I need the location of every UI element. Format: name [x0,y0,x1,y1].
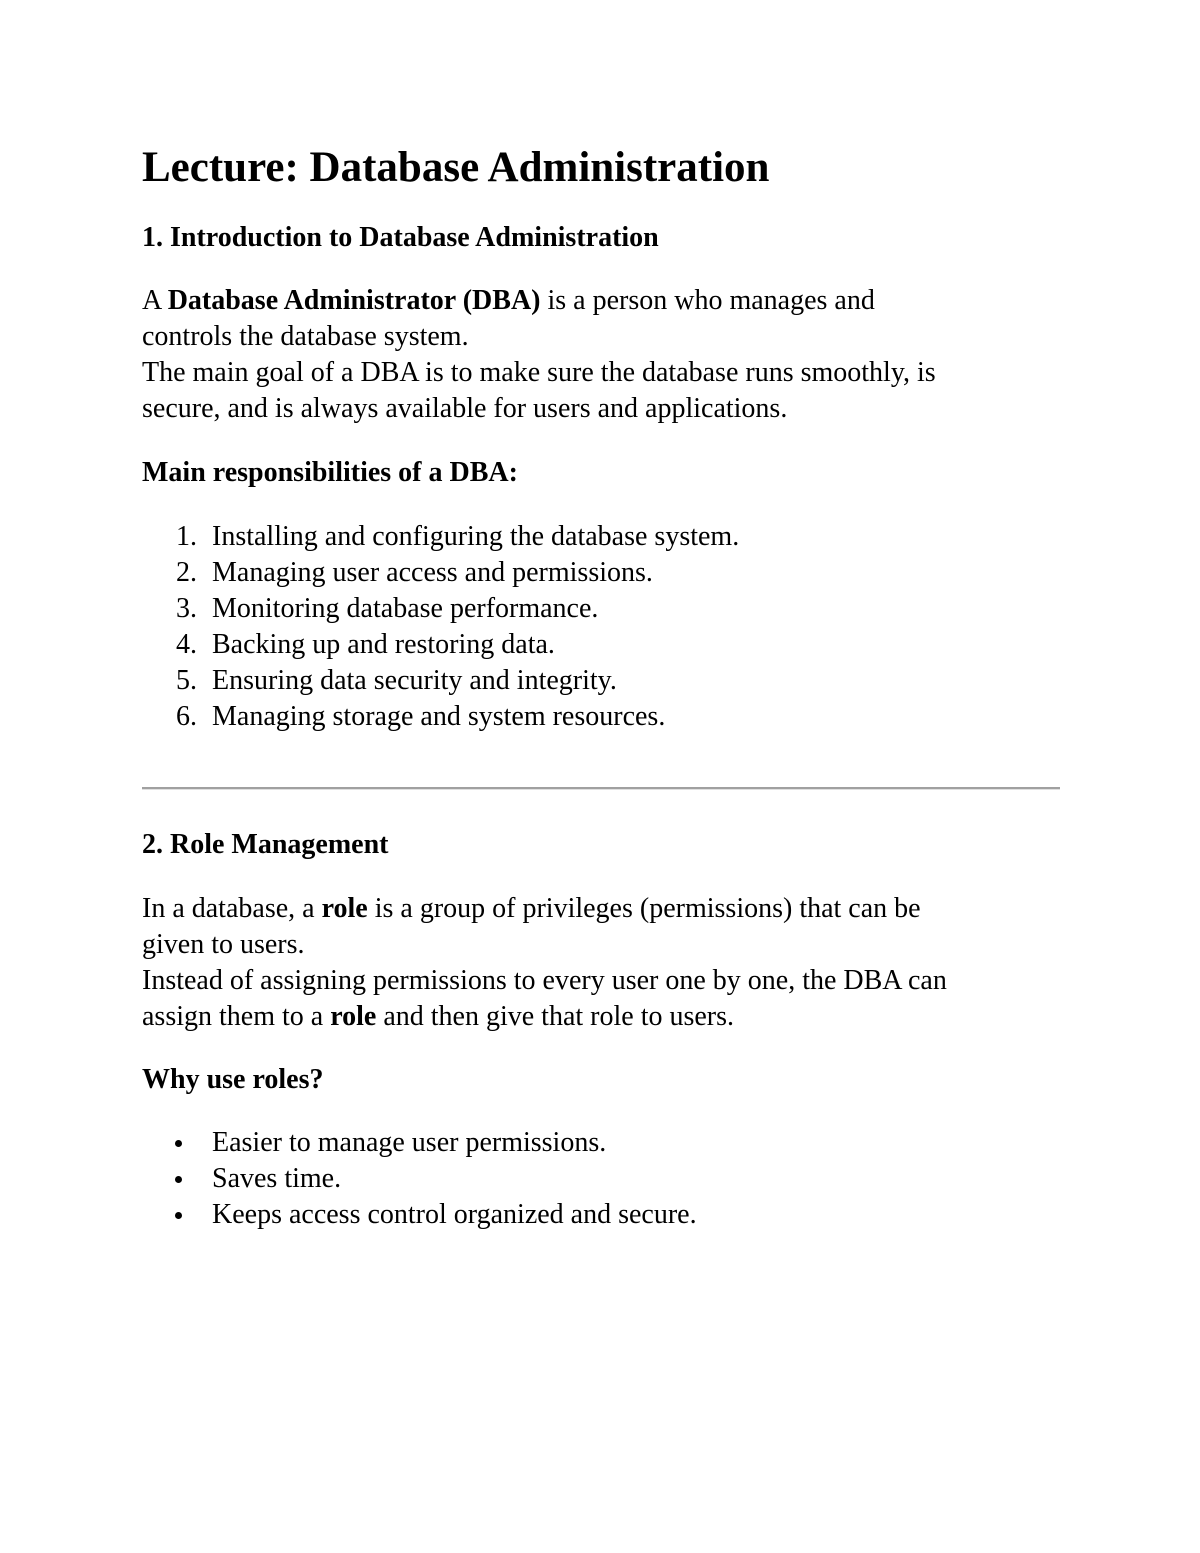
role-line-1-start: In a database, a [142,893,322,924]
reasons-list [142,1125,697,1233]
list-item-text: Ensuring data security and integrity. [212,665,617,696]
list-number: 2. [176,557,197,588]
dba-intro-line-3: The main goal of a DBA is to make sure the database runs smoothly, is [142,357,936,388]
document-title: Lecture: Database Administration [142,144,770,191]
role-line-1-rest: is a group of privileges (permissions) that can be [367,893,921,924]
responsibilities-list [142,519,739,735]
intro-prefix: A [142,285,168,316]
section-2-heading: 2. Role Management [142,829,389,860]
role-intro-line-1 [142,891,1062,927]
dba-intro-line-2: controls the database system. [142,321,469,352]
list-item [142,663,739,699]
role-term: role [321,893,368,924]
list-number: 1. [176,521,197,552]
role-intro-line-2: given to users. [142,929,305,960]
list-item [142,1161,697,1197]
list-item-text: Installing and configuring the database system. [212,521,740,552]
bullet-icon [175,1140,182,1147]
role-intro-line-4 [142,999,1062,1035]
list-number: 5. [176,665,197,696]
list-item [142,1125,697,1161]
list-item-text: Managing storage and system resources. [212,701,666,732]
responsibilities-heading: Main responsibilities of a DBA: [142,457,518,488]
list-number: 4. [176,629,197,660]
list-item [142,699,739,735]
role-intro-line-3: Instead of assigning permissions to every user one by one, the DBA can [142,965,947,996]
why-roles-heading: Why use roles? [142,1064,324,1095]
list-item-text: Backing up and restoring data. [212,629,555,660]
section-divider [142,787,1060,790]
list-item [142,555,739,591]
list-item-text: Keeps access control organized and secure. [212,1199,697,1230]
dba-intro-line-4: secure, and is always available for users and applications. [142,393,788,424]
bullet-icon [175,1212,182,1219]
role-term: role [330,1001,377,1032]
section-1-heading: 1. Introduction to Database Administration [142,222,659,253]
role-line-4-start: assign them to a [142,1001,331,1032]
list-item-text: Easier to manage user permissions. [212,1127,607,1158]
list-item [142,519,739,555]
list-item-text: Saves time. [212,1163,342,1194]
list-item [142,591,739,627]
list-item-text: Managing user access and permissions. [212,557,653,588]
dba-intro-line-1 [142,283,1062,319]
list-item [142,627,739,663]
bullet-icon [175,1176,182,1183]
intro-line-1-rest: is a person who manages and [540,285,875,316]
role-line-4-rest: and then give that role to users. [376,1001,735,1032]
list-item [142,1197,697,1233]
dba-intro-paragraph [142,283,1062,427]
list-number: 6. [176,701,197,732]
list-item-text: Monitoring database performance. [212,593,599,624]
role-intro-paragraph [142,891,1062,1035]
dba-term: Database Administrator (DBA) [167,285,541,316]
list-number: 3. [176,593,197,624]
